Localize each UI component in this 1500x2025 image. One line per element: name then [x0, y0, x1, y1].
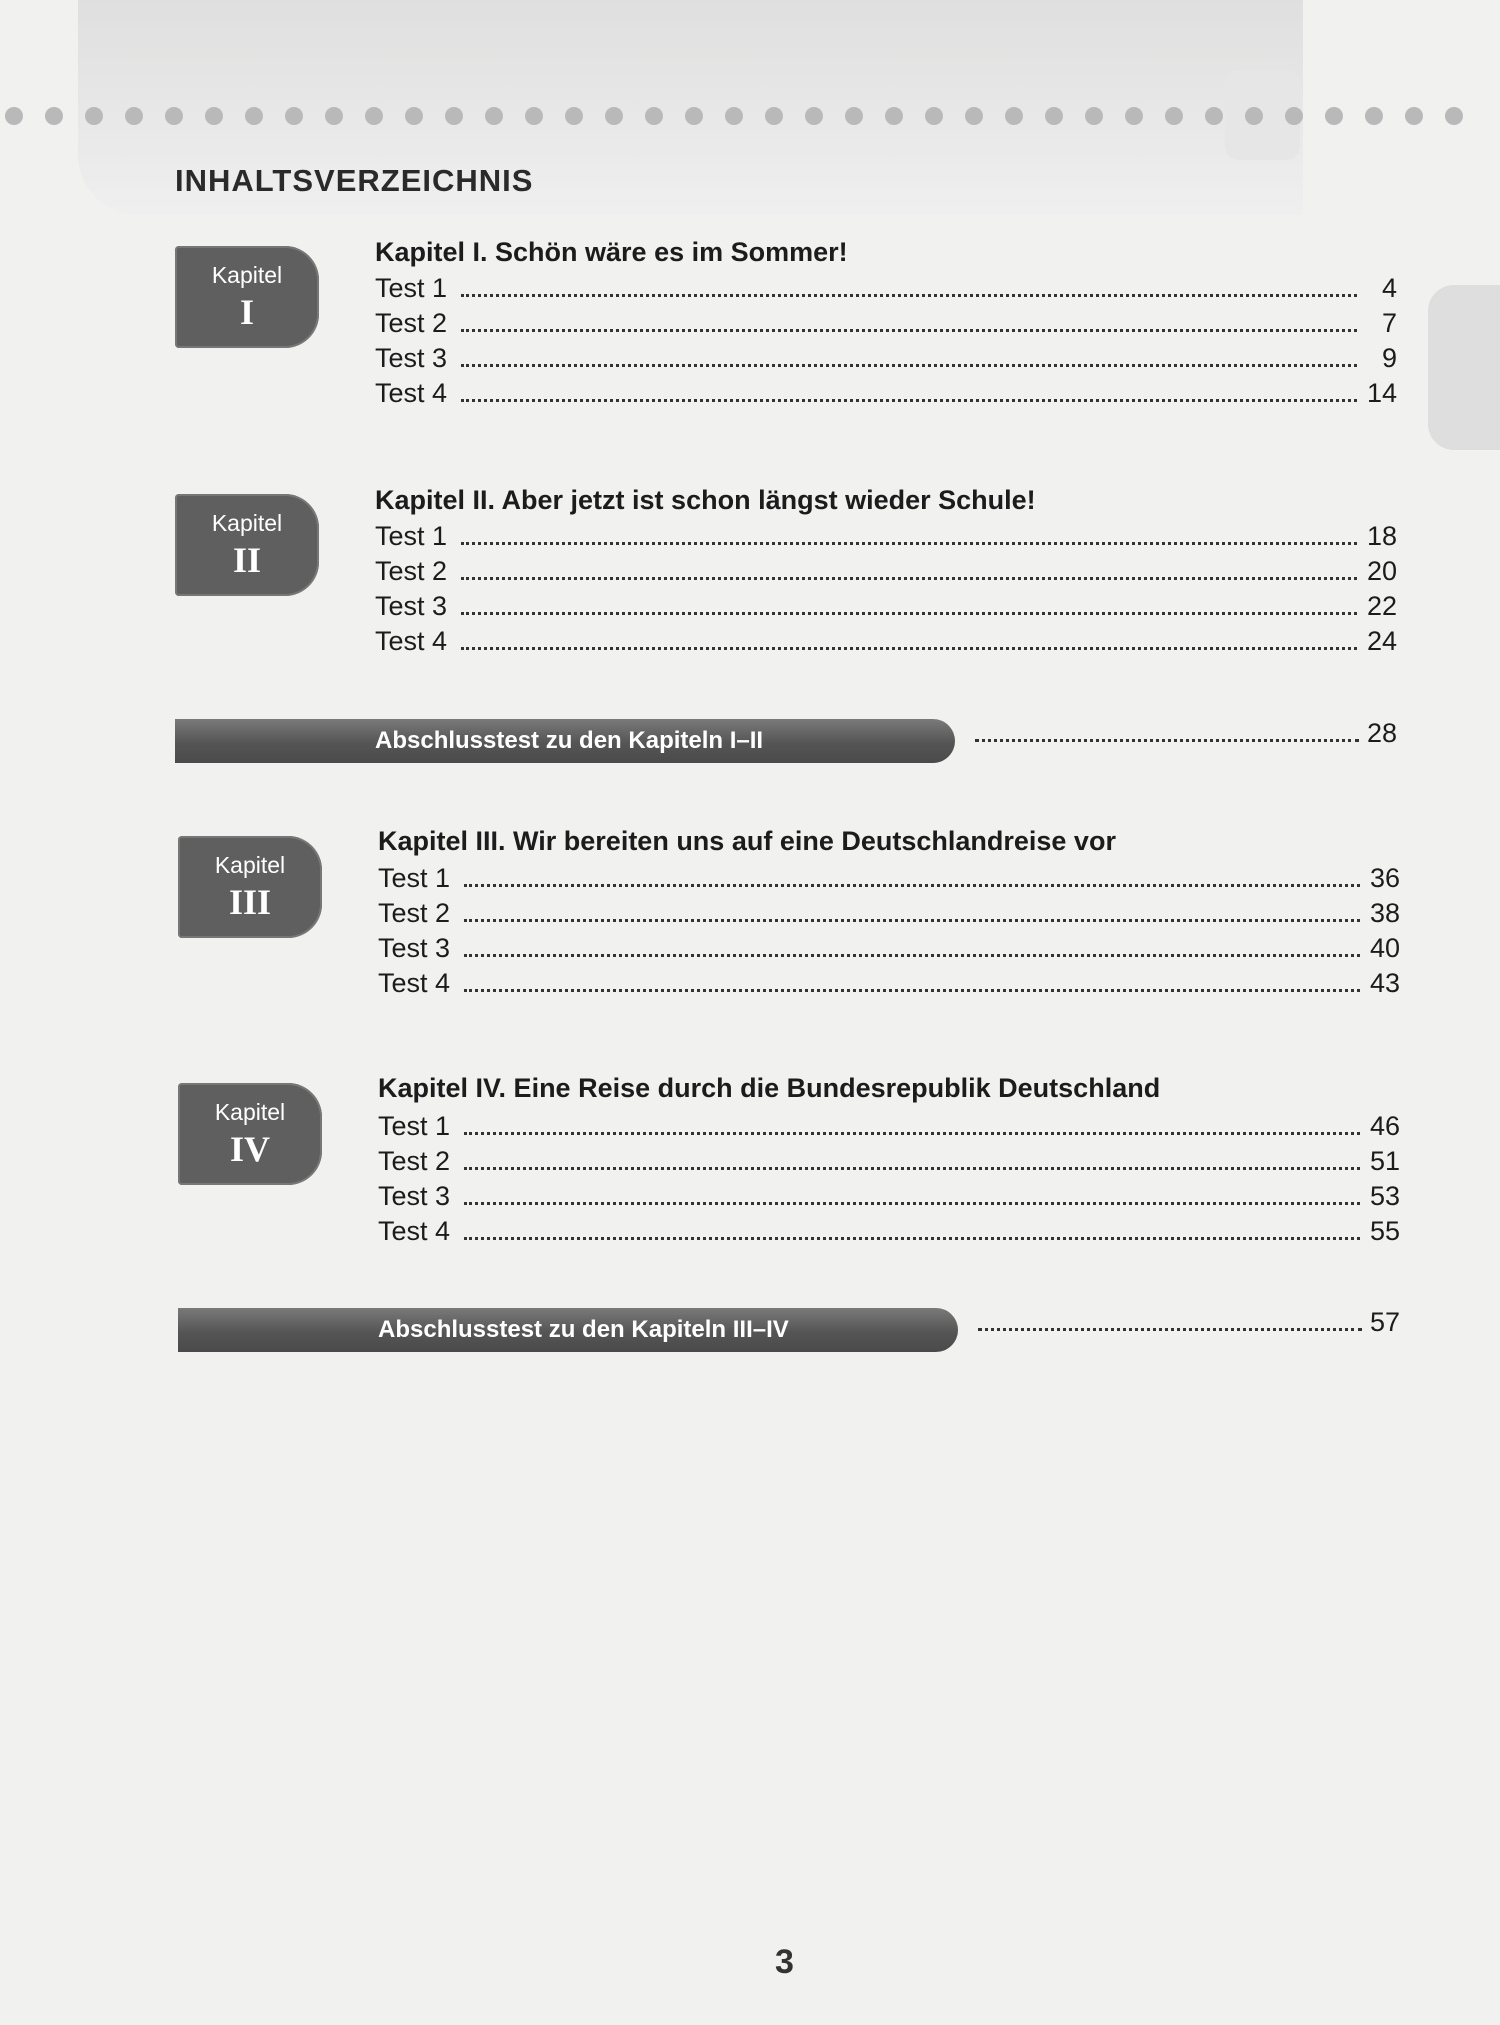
final-test-entry-1[interactable] — [975, 715, 1397, 749]
toc-entry[interactable] — [375, 623, 1397, 657]
divider-dot — [525, 107, 543, 125]
divider-dot — [1285, 107, 1303, 125]
side-tab-decoration — [1428, 285, 1500, 450]
divider-dot — [845, 107, 863, 125]
toc-entry-page: 38 — [1369, 898, 1400, 928]
divider-dot — [365, 107, 383, 125]
leader-dots — [464, 989, 1360, 992]
toc-entry-label: Test 2 — [378, 898, 451, 928]
divider-dot — [485, 107, 503, 125]
divider-dot — [645, 107, 663, 125]
leader-dots — [461, 647, 1357, 650]
divider-dot — [765, 107, 783, 125]
leader-dots — [461, 399, 1357, 402]
toc-entry-label: Test 1 — [378, 1111, 451, 1141]
toc-entry-page: 55 — [1369, 1216, 1400, 1246]
chapter-badge-number: III — [228, 882, 272, 922]
toc-entry[interactable] — [375, 588, 1397, 622]
toc-entry-page: 18 — [1366, 521, 1397, 551]
divider-dot — [805, 107, 823, 125]
page-heading: INHALTSVERZEICHNIS — [175, 163, 534, 198]
divider-dot — [45, 107, 63, 125]
toc-entry-page: 43 — [1369, 968, 1400, 998]
chapter-title-4[interactable]: Kapitel IV. Eine Reise durch die Bundesrepublik Deutschland — [378, 1073, 1161, 1103]
divider-dot — [605, 107, 623, 125]
chapter-badge-number: II — [232, 540, 262, 580]
toc-entry-label: Test 4 — [375, 626, 448, 656]
divider-dot — [885, 107, 903, 125]
toc-entry-label: Test 4 — [375, 378, 448, 408]
divider-dot — [1245, 107, 1263, 125]
toc-entry[interactable] — [375, 553, 1397, 587]
divider-dot — [85, 107, 103, 125]
divider-dot — [445, 107, 463, 125]
final-test-banner-2[interactable]: Abschlusstest zu den Kapiteln III–IV — [178, 1308, 958, 1352]
toc-entry-page: 53 — [1369, 1181, 1400, 1211]
leader-dots — [464, 1132, 1360, 1135]
leader-dots — [464, 1237, 1360, 1240]
chapter-title-3[interactable]: Kapitel III. Wir bereiten uns auf eine Deutschlandreise vor — [378, 826, 1116, 856]
chapter-badge-2 — [175, 494, 319, 596]
toc-entry-page: 28 — [1366, 718, 1397, 748]
toc-entry-label: Test 4 — [378, 1216, 451, 1246]
chapter-badge-4 — [178, 1083, 322, 1185]
chapter-badge-word: Kapitel — [211, 510, 283, 536]
toc-entry-page: 40 — [1369, 933, 1400, 963]
toc-entry-page: 57 — [1369, 1307, 1400, 1337]
toc-entry-label: Test 2 — [378, 1146, 451, 1176]
chapter-badge-number: IV — [229, 1129, 270, 1169]
divider-dot — [165, 107, 183, 125]
divider-dot — [1325, 107, 1343, 125]
leader-dots — [461, 577, 1357, 580]
chapter-badge-word: Kapitel — [211, 262, 283, 288]
final-test-entry-2[interactable] — [978, 1304, 1400, 1338]
divider-dot — [1005, 107, 1023, 125]
toc-entry-page: 20 — [1366, 556, 1397, 586]
chapter-badge-3 — [178, 836, 322, 938]
divider-dot — [565, 107, 583, 125]
leader-dots — [461, 364, 1357, 367]
divider-dot — [1205, 107, 1223, 125]
leader-dots — [978, 1328, 1362, 1331]
divider-dot — [725, 107, 743, 125]
divider-dot — [405, 107, 423, 125]
divider-dot — [925, 107, 943, 125]
toc-entry-page: 14 — [1366, 378, 1397, 408]
divider-dot — [245, 107, 263, 125]
toc-entry[interactable] — [378, 895, 1400, 929]
toc-entry[interactable] — [378, 965, 1400, 999]
leader-dots — [461, 612, 1357, 615]
dotted-divider — [0, 104, 1500, 128]
chapter-badge-1 — [175, 246, 319, 348]
final-test-banner-1[interactable]: Abschlusstest zu den Kapiteln I–II — [175, 719, 955, 763]
toc-entry-page: 36 — [1369, 863, 1400, 893]
divider-dot — [965, 107, 983, 125]
leader-dots — [461, 542, 1357, 545]
toc-entry[interactable] — [378, 1143, 1400, 1177]
toc-entry-page: 22 — [1366, 591, 1397, 621]
leader-dots — [464, 1167, 1360, 1170]
toc-entry-label: Test 1 — [378, 863, 451, 893]
toc-entry-label: Test 1 — [375, 273, 448, 303]
toc-entry-label: Test 2 — [375, 556, 448, 586]
toc-entry-page: 46 — [1369, 1111, 1400, 1141]
toc-entry-page: 4 — [1381, 273, 1397, 303]
divider-dot — [1445, 107, 1463, 125]
toc-entry[interactable] — [378, 930, 1400, 964]
toc-entry-label: Test 3 — [375, 591, 448, 621]
leader-dots — [464, 954, 1360, 957]
toc-entry-page: 51 — [1369, 1146, 1400, 1176]
divider-dot — [325, 107, 343, 125]
divider-dot — [205, 107, 223, 125]
leader-dots — [461, 294, 1357, 297]
divider-dot — [1405, 107, 1423, 125]
toc-entry[interactable] — [378, 1213, 1400, 1247]
chapter-title-2[interactable]: Kapitel II. Aber jetzt ist schon längst wieder Schule! — [375, 485, 1036, 515]
divider-dot — [1045, 107, 1063, 125]
toc-entry-label: Test 3 — [378, 933, 451, 963]
leader-dots — [464, 884, 1360, 887]
divider-dot — [5, 107, 23, 125]
divider-dot — [285, 107, 303, 125]
leader-dots — [975, 739, 1359, 742]
toc-entry[interactable] — [378, 1108, 1400, 1142]
chapter-title-1[interactable]: Kapitel I. Schön wäre es im Sommer! — [375, 237, 848, 267]
divider-dot — [1085, 107, 1103, 125]
toc-entry[interactable] — [375, 518, 1397, 552]
leader-dots — [461, 329, 1357, 332]
toc-entry-page: 9 — [1381, 343, 1397, 373]
divider-dot — [1165, 107, 1183, 125]
toc-entry[interactable] — [375, 270, 1397, 304]
divider-dot — [125, 107, 143, 125]
toc-entry-label: Test 1 — [375, 521, 448, 551]
toc-entry[interactable] — [375, 375, 1397, 409]
divider-dot — [1365, 107, 1383, 125]
divider-dot — [685, 107, 703, 125]
toc-entry-page: 7 — [1381, 308, 1397, 338]
toc-entry[interactable] — [375, 340, 1397, 374]
page-number: 3 — [775, 1943, 794, 1981]
leader-dots — [464, 1202, 1360, 1205]
toc-entry[interactable] — [378, 1178, 1400, 1212]
toc-entry[interactable] — [378, 860, 1400, 894]
leader-dots — [464, 919, 1360, 922]
chapter-badge-word: Kapitel — [214, 852, 286, 878]
toc-entry-label: Test 4 — [378, 968, 451, 998]
chapter-badge-word: Kapitel — [214, 1099, 286, 1125]
toc-entry-label: Test 3 — [378, 1181, 451, 1211]
toc-entry-label: Test 3 — [375, 343, 448, 373]
toc-entry-page: 24 — [1366, 626, 1397, 656]
toc-entry-label: Test 2 — [375, 308, 448, 338]
toc-entry[interactable] — [375, 305, 1397, 339]
chapter-badge-number: I — [239, 292, 254, 332]
divider-dot — [1125, 107, 1143, 125]
